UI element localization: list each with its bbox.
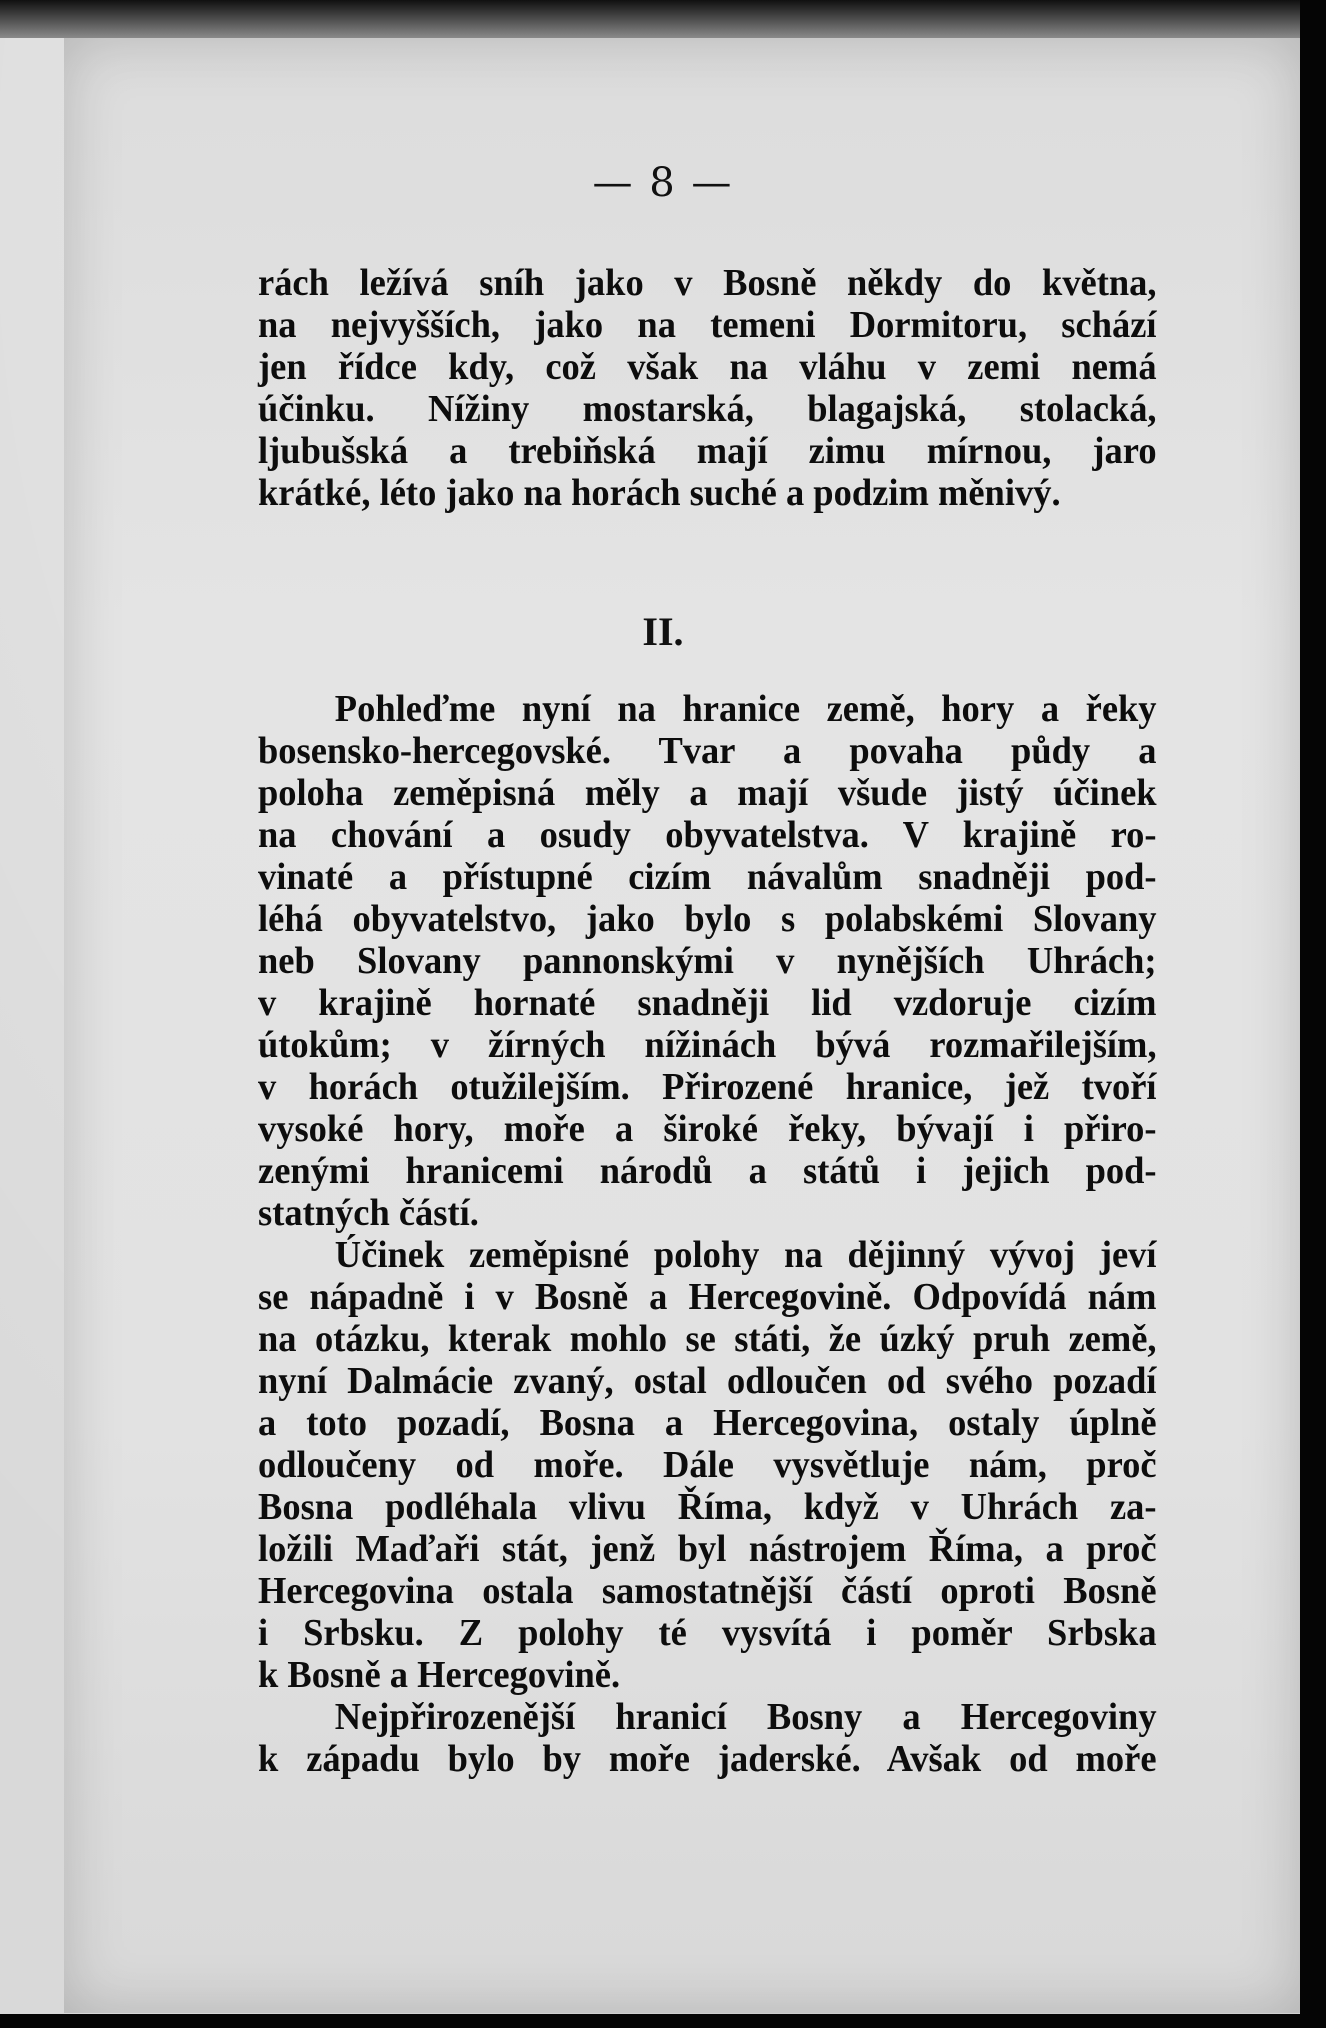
- text-line: krátké, léto jako na horách suché a podzim měnivý.: [258, 472, 1061, 514]
- text-line: se nápadně i v Bosně a Hercegovině. Odpovídá nám: [258, 1276, 1157, 1318]
- text-line: rách ležívá sníh jako v Bosně někdy do května,: [258, 262, 1157, 304]
- text-line: ljubušská a trebiňská mají zimu mírnou, jaro: [258, 430, 1157, 472]
- text-line: odloučeny od moře. Dále vysvětluje nám, proč: [258, 1444, 1157, 1486]
- page-number: — 8 —: [592, 160, 734, 206]
- text-line: léhá obyvatelstvo, jako bylo s polabskémi Slovany: [258, 898, 1157, 940]
- section-heading: II.: [642, 609, 684, 654]
- text-line: Účinek zeměpisné polohy na dějinný vývoj jeví: [334, 1234, 1157, 1276]
- text-line: nyní Dalmácie zvaný, ostal odloučen od svého pozadí: [258, 1360, 1157, 1402]
- text-line: statných částí.: [258, 1192, 479, 1234]
- text-line: účinku. Nížiny mostarská, blagajská, stolacká,: [258, 388, 1157, 430]
- text-line: Pohleďme nyní na hranice země, hory a řeky: [334, 688, 1157, 730]
- text-line: vysoké hory, moře a široké řeky, bývají i přiro-: [258, 1108, 1157, 1150]
- top-scan-shadow: [0, 0, 1326, 38]
- text-line: v horách otužilejším. Přirozené hranice, jež tvoří: [258, 1066, 1157, 1108]
- right-scan-edge: [1300, 0, 1326, 2028]
- text-line: jen řídce kdy, což však na vláhu v zemi nemá: [258, 346, 1157, 388]
- text-line: na otázku, kterak mohlo se státi, že úzký pruh země,: [258, 1318, 1157, 1360]
- text-line: neb Slovany pannonskými v nynějších Uhrách;: [258, 940, 1157, 982]
- paragraph-1: [258, 262, 1157, 514]
- text-line: Bosna podléhala vlivu Říma, když v Uhrách za-: [258, 1486, 1157, 1528]
- text-line: na nejvyšších, jako na temeni Dormitoru, schází: [258, 304, 1157, 346]
- text-line: Hercegovina ostala samostatnější částí oproti Bosně: [258, 1570, 1157, 1612]
- text-line: útokům; v žírných nížinách bývá rozmařilejším,: [258, 1024, 1157, 1066]
- text-line: ložili Maďaři stát, jenž byl nástrojem Říma, a proč: [258, 1528, 1157, 1570]
- text-line: zenými hranicemi národů a států i jejich pod-: [258, 1150, 1157, 1192]
- text-line: vinaté a přístupné cizím návalům snadněji pod-: [258, 856, 1157, 898]
- text-line: i Srbsku. Z polohy té vysvítá i poměr Srbska: [258, 1612, 1157, 1654]
- text-line: a toto pozadí, Bosna a Hercegovina, ostaly úplně: [258, 1402, 1157, 1444]
- text-line: na chování a osudy obyvatelstva. V krajině ro-: [258, 814, 1157, 856]
- text-line: poloha zeměpisná měly a mají všude jistý účinek: [258, 772, 1157, 814]
- text-line: k západu bylo by moře jaderské. Avšak od moře: [258, 1738, 1157, 1780]
- bottom-scan-edge: [0, 2014, 1326, 2028]
- body-text: [258, 688, 1157, 1780]
- text-line: v krajině hornaté snadněji lid vzdoruje cizím: [258, 982, 1157, 1024]
- text-line: k Bosně a Hercegovině.: [258, 1654, 621, 1696]
- text-line: Nejpřirozenější hranicí Bosny a Hercegoviny: [334, 1696, 1157, 1738]
- text-line: bosensko-hercegovské. Tvar a povaha půdy a: [258, 730, 1157, 772]
